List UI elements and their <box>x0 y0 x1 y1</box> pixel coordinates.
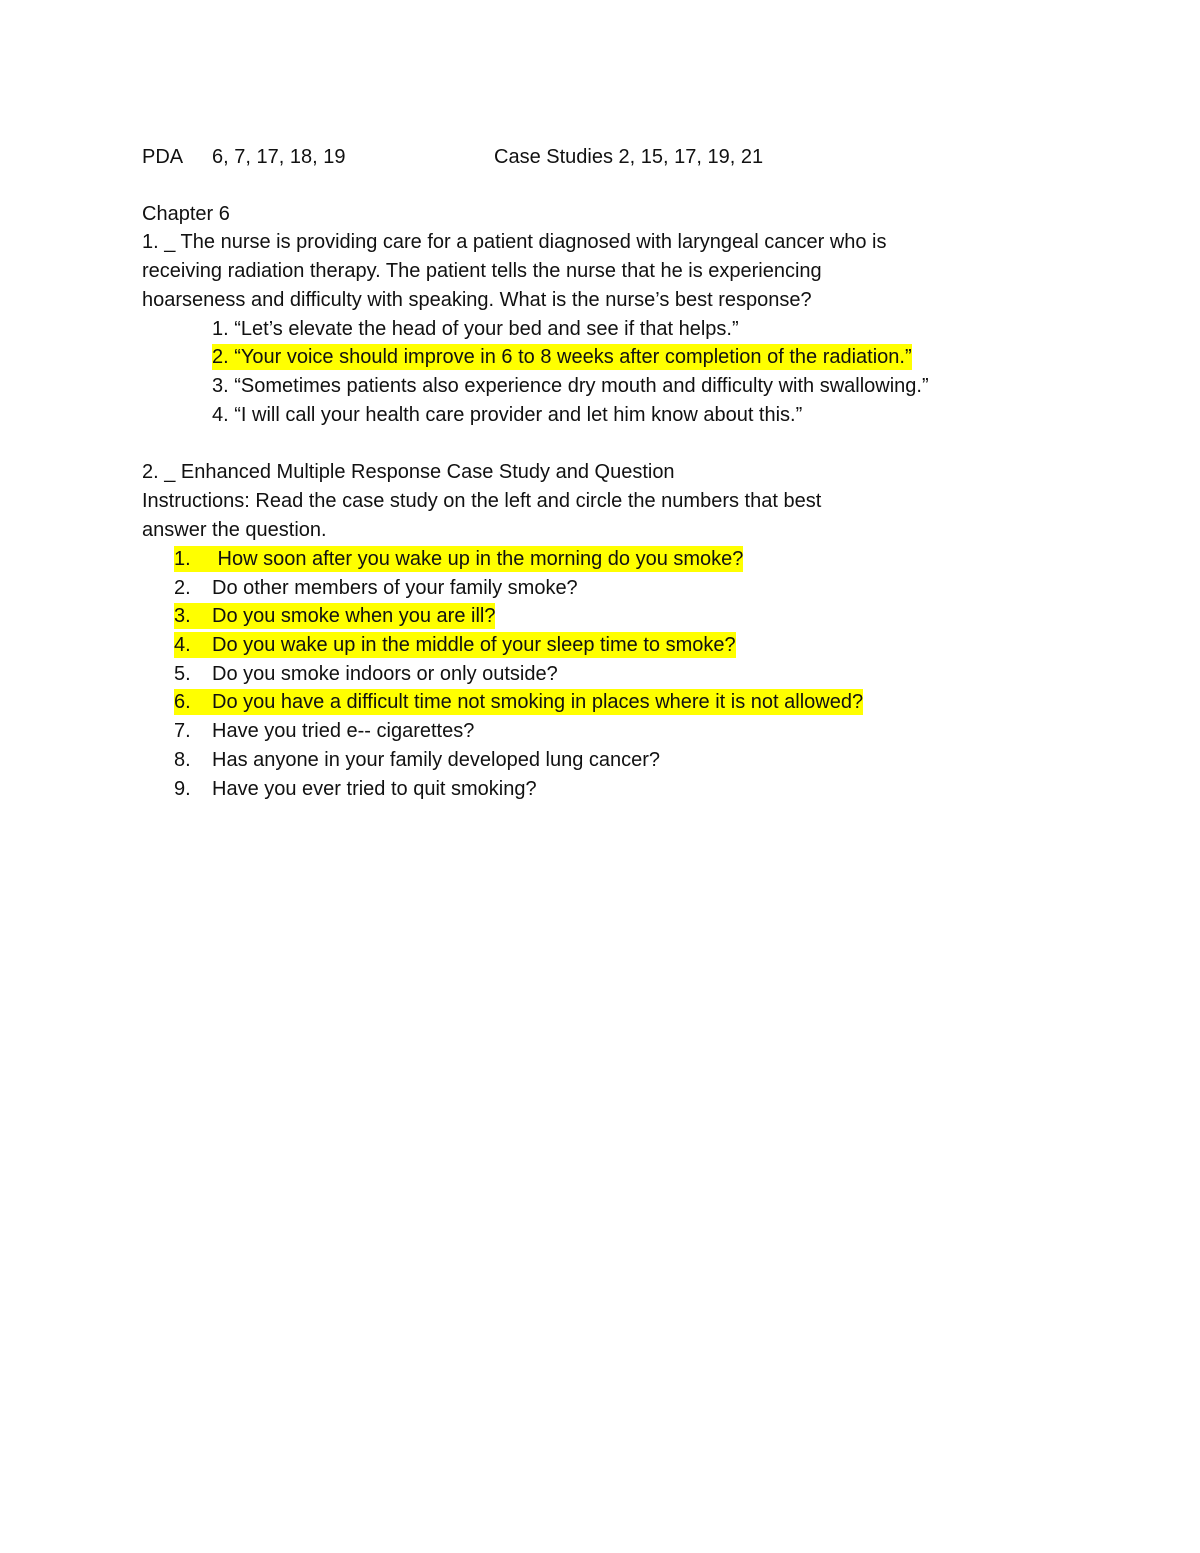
q2-item-text: Do you smoke when you are ill? <box>212 605 496 627</box>
q1-stem-line-1: 1. _ The nurse is providing care for a patient diagnosed with laryngeal cancer who is <box>142 231 887 253</box>
q2-item-8 <box>174 747 660 773</box>
q2-item-number: 6. <box>174 691 191 713</box>
q2-item-5 <box>174 661 558 687</box>
q2-item-4-highlighted <box>174 632 736 658</box>
q1-option-4: 4. “I will call your health care provider and let him know about this.” <box>212 404 803 426</box>
q2-item-number: 2. <box>174 577 191 599</box>
header-pda-label: PDA <box>142 146 184 168</box>
q1-stem-line-3: hoarseness and difficulty with speaking. What is the nurse’s best response? <box>142 289 812 311</box>
q2-item-number: 5. <box>174 663 191 685</box>
q2-item-number: 7. <box>174 720 191 742</box>
q1-stem-line-2: receiving radiation therapy. The patient tells the nurse that he is experiencing <box>142 260 822 282</box>
q2-item-number: 8. <box>174 749 191 771</box>
chapter-title: Chapter 6 <box>142 203 230 225</box>
q2-item-number: 1. <box>174 548 191 570</box>
q2-item-text: Has anyone in your family developed lung cancer? <box>212 749 661 771</box>
q2-instructions-line-2: answer the question. <box>142 519 327 541</box>
q2-item-3-highlighted <box>174 603 495 629</box>
q2-item-7 <box>174 718 474 744</box>
q2-item-number: 4. <box>174 634 191 656</box>
q2-instructions-line-1: Instructions: Read the case study on the left and circle the numbers that best <box>142 490 822 512</box>
q2-item-text: Do you wake up in the middle of your sleep time to smoke? <box>212 634 736 656</box>
q2-item-9 <box>174 776 537 802</box>
q1-option-3: 3. “Sometimes patients also experience dry mouth and difficulty with swallowing.” <box>212 375 929 397</box>
q2-item-number: 3. <box>174 605 191 627</box>
q1-option-1: 1. “Let’s elevate the head of your bed and see if that helps.” <box>212 318 739 340</box>
q2-item-text: Have you tried e-- cigarettes? <box>212 720 475 742</box>
q1-option-2-highlighted: 2. “Your voice should improve in 6 to 8 weeks after completion of the radiation.” <box>212 346 912 368</box>
q2-item-text: Do other members of your family smoke? <box>212 577 578 599</box>
q2-item-2 <box>174 575 578 601</box>
header-pda-values: 6, 7, 17, 18, 19 <box>212 146 346 168</box>
q2-item-text: Have you ever tried to quit smoking? <box>212 778 537 800</box>
q2-item-1-highlighted <box>174 546 743 572</box>
q2-item-text: How soon after you wake up in the morning do you smoke? <box>212 548 744 570</box>
q2-item-number: 9. <box>174 778 191 800</box>
q2-item-6-highlighted <box>174 689 863 715</box>
header-case-studies: Case Studies 2, 15, 17, 19, 21 <box>494 146 764 168</box>
q2-item-text: Do you have a difficult time not smoking in places where it is not allowed? <box>212 691 864 713</box>
q2-title: 2. _ Enhanced Multiple Response Case Study and Question <box>142 461 675 483</box>
q2-item-text: Do you smoke indoors or only outside? <box>212 663 558 685</box>
